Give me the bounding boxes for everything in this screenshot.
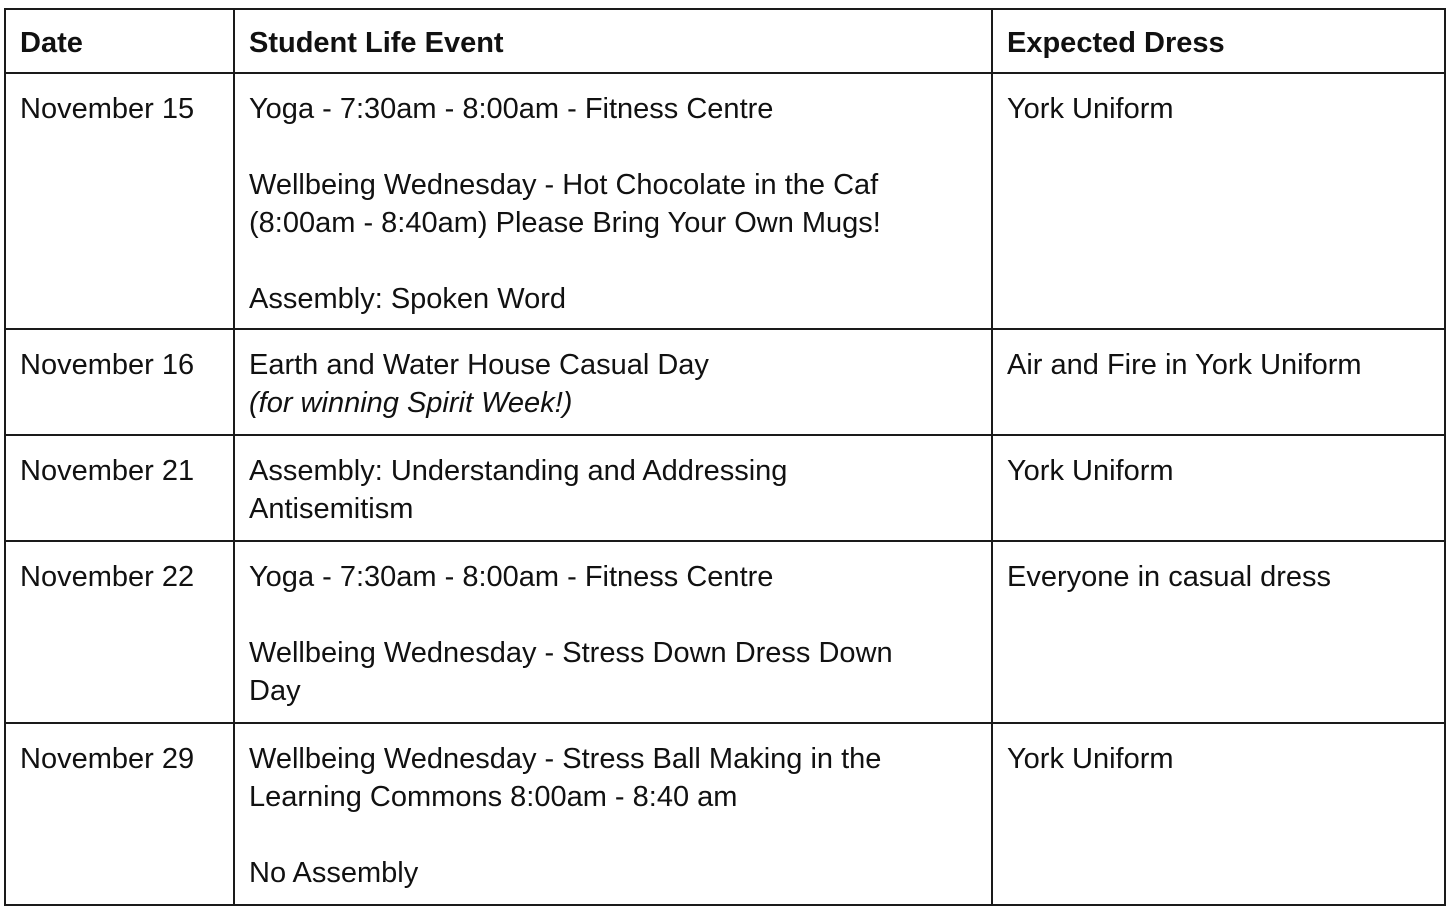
date-cell: November 29 (5, 723, 234, 905)
date-cell: November 15 (5, 73, 234, 329)
event-line: Assembly: Understanding and Addressing (249, 455, 788, 487)
event-line: Assembly: Spoken Word (249, 283, 566, 315)
event-line: (8:00am - 8:40am) Please Bring Your Own Mugs! (249, 207, 881, 239)
date-cell: November 21 (5, 435, 234, 541)
event-cell (234, 435, 992, 541)
date-cell: November 16 (5, 329, 234, 435)
event-line: Yoga - 7:30am - 8:00am - Fitness Centre (249, 561, 774, 593)
dress-cell: York Uniform (992, 73, 1445, 329)
header-dress: Expected Dress (992, 9, 1445, 73)
header-event: Student Life Event (234, 9, 992, 73)
table-row (5, 435, 1445, 541)
event-cell (234, 541, 992, 723)
event-cell (234, 329, 992, 435)
event-line: Earth and Water House Casual Day (249, 349, 709, 381)
event-line: Wellbeing Wednesday - Stress Ball Making in the (249, 743, 882, 775)
event-cell (234, 73, 992, 329)
table-row (5, 541, 1445, 723)
dress-cell: Everyone in casual dress (992, 541, 1445, 723)
event-line: Yoga - 7:30am - 8:00am - Fitness Centre (249, 93, 774, 125)
event-line: Learning Commons 8:00am - 8:40 am (249, 781, 738, 813)
event-line: No Assembly (249, 857, 419, 889)
schedule-table (4, 8, 1446, 906)
event-line: Day (249, 675, 301, 707)
event-line: Wellbeing Wednesday - Stress Down Dress Down (249, 637, 893, 669)
table-row (5, 73, 1445, 329)
event-cell (234, 723, 992, 905)
table-row (5, 723, 1445, 905)
dress-cell: Air and Fire in York Uniform (992, 329, 1445, 435)
dress-cell: York Uniform (992, 435, 1445, 541)
dress-cell: York Uniform (992, 723, 1445, 905)
date-cell: November 22 (5, 541, 234, 723)
event-line: Antisemitism (249, 493, 414, 525)
table-row (5, 329, 1445, 435)
header-date: Date (5, 9, 234, 73)
header-row (5, 9, 1445, 73)
event-line: Wellbeing Wednesday - Hot Chocolate in the Caf (249, 169, 879, 201)
event-note: (for winning Spirit Week!) (249, 387, 573, 419)
